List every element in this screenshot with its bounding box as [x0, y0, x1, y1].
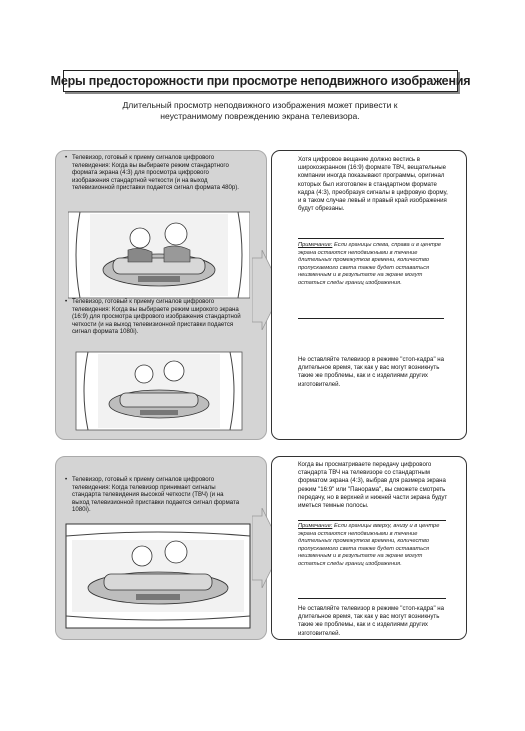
- page-title: Меры предосторожности при просмотре неподвижного изображения: [50, 74, 471, 88]
- section1-divider-bottom: [298, 318, 444, 319]
- section2-divider-bottom: [298, 598, 446, 599]
- section2-divider-top: [298, 520, 446, 521]
- section1-note-text: Если границы слева, справа и в центре экрана остаются неподвижными в течение длительных промежутков времени, количество пропускаемого света также будет оставаться неизменным и в результате на экране могут остаться следы границ изображения.: [298, 242, 442, 286]
- section1-bullet2-text: Телевизор, готовый к приему сигналов цифрового телевидения: Когда вы выбираете режим широкого экрана (16:9) для просмотра цифрового изображения стандартной четкости (и на выход телевизионной приставки подается сигнал формата 1080i).: [72, 298, 241, 336]
- section2-note: [298, 523, 448, 569]
- section1-illustration-1: [68, 210, 250, 300]
- section2-note-label: Примечание:: [298, 523, 333, 529]
- section2-right-text: Когда вы просматриваете передачу цифрового стандарта ТВЧ на телевизоре со стандартным форматом экрана (4:3), выбрав для размера экрана режим "16:9" или "Панорама", вы сможете смотреть передачу, но в верхней и нижней части экрана будут иметься темные полосы.: [298, 461, 448, 510]
- section1-bullet2: • Телевизор, готовый к приему сигналов цифрового телевидения: Когда вы выбираете режим широкого экрана (16:9) для просмотра цифрового изображения стандартной четкости (и на выход телевизионной приставки подается сигнал формата 1080i).: [65, 298, 241, 336]
- section1-illustration-2: [68, 350, 250, 432]
- section2-bullet1-text: Телевизор, готовый к приему сигналов цифрового телевидения: Когда телевизор принимает сигналы стандарта телевидения высокой четкости (ТВЧ) (и на выход телевизионной приставки подается сигнал формата 1080i).: [72, 476, 240, 514]
- section1-right-text: Хотя цифровое вещание должно вестись в широкоэкранном (16:9) формате ТВЧ, вещательные компании иногда показывают программы, оригинал которых был изготовлен в стандартном формате кадра (4:3), преобразуя сигналы в цифровую форму, и в таком случае левый и правый край изображения будут обрезаны.: [298, 156, 448, 213]
- section2-note-text: Если границы вверху, внизу и в центре экрана остаются неподвижными в течение длительных промежутков времени, количество пропускаемого света также будет оставаться неизменным и в результате на экране могут остаться следы границ изображения.: [298, 523, 440, 567]
- intro-text: Длительный просмотр неподвижного изображения может привести к неустранимому повреждению экрана телевизора.: [122, 100, 398, 121]
- section1-bullet1-text: Телевизор, готовый к приему сигналов цифрового телевидения: Когда вы выбираете режим стандартного формата экрана (4:3) для просмотра цифрового изображения стандартной четкости (и на выход телевизионной приставки подается сигнал формата 480р).: [72, 154, 239, 192]
- section1-note: [298, 242, 446, 288]
- section2-illustration: [64, 522, 252, 630]
- page-title-box: [50, 70, 471, 92]
- section1-warning: Не оставляйте телевизор в режиме "стоп-кадра" на длительное время, так как у вас могут возникнуть такие же проблемы, как и с изделиями других изготовителей.: [298, 356, 445, 388]
- section2-warning: Не оставляйте телевизор в режиме "стоп-кадра" на длительное время, так как у вас могут возникнуть такие же проблемы, как и с изделиями других изготовителей.: [298, 605, 445, 637]
- section1-divider-top: [298, 238, 444, 239]
- section2-bullet1: • Телевизор, готовый к приему сигналов цифрового телевидения: Когда телевизор принимает сигналы стандарта телевидения высокой четкости (ТВЧ) (и на выход телевизионной приставки подается сигнал формата 1080i).: [65, 476, 240, 514]
- section1-note-label: Примечание:: [298, 242, 333, 248]
- section1-bullet1: • Телевизор, готовый к приему сигналов цифрового телевидения: Когда вы выбираете режим стандартного формата экрана (4:3) для просмотра цифрового изображения стандартной четкости (и на выход телевизионной приставки подается сигнал формата 480р).: [65, 154, 239, 192]
